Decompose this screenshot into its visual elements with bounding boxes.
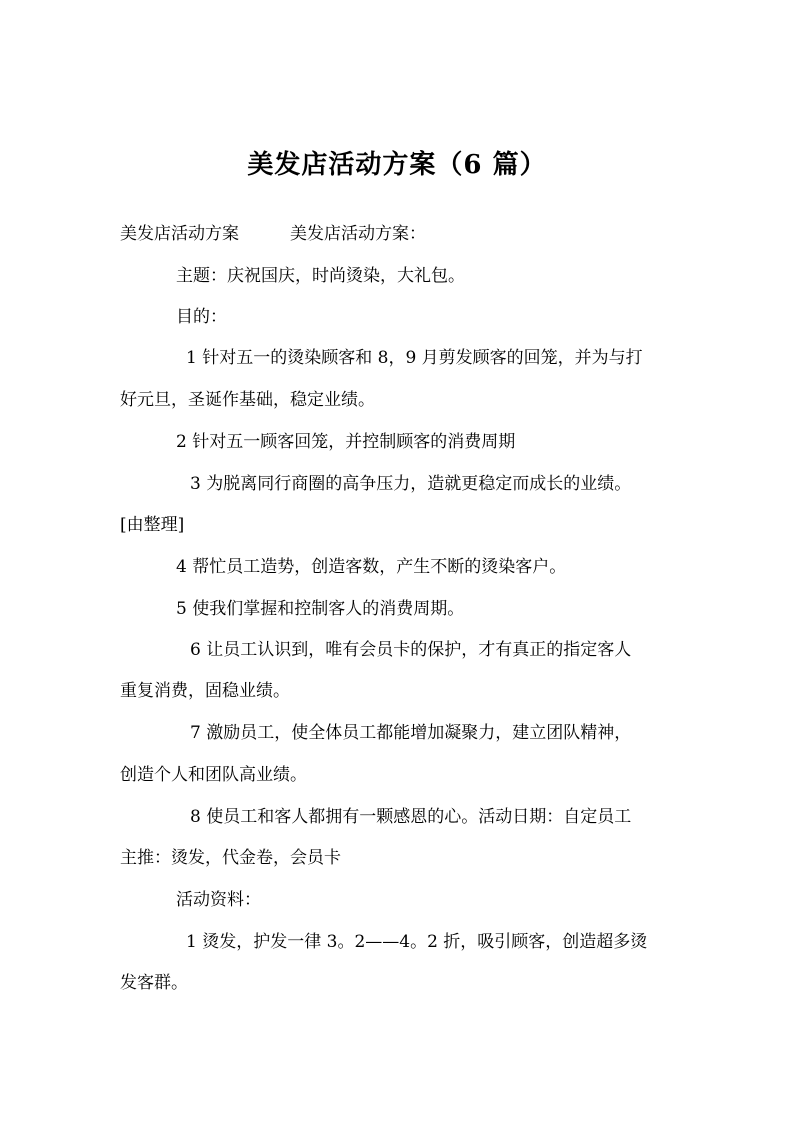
paragraph-line: 目的： [176,307,227,327]
paragraph-line: 5 使我们掌握和控制客人的消费周期。 [176,599,465,619]
paragraph-line: 发客群。 [120,973,188,993]
paragraph-line: 1 烫发，护发一律 3。2——4。2 折，吸引顾客，创造超多烫 [186,932,648,952]
paragraph-line: 7 激励员工，使全体员工都能增加凝聚力，建立团队精神， [190,723,632,743]
header-right: 美发店活动方案： [290,224,426,244]
paragraph-line: 好元旦，圣诞作基础，稳定业绩。 [120,390,375,410]
paragraph-line: 4 帮忙员工造势，创造客数，产生不断的烫染客户。 [176,557,567,577]
paragraph-line: 主推：烫发，代金卷，会员卡 [120,848,341,868]
paragraph-line: 创造个人和团队高业绩。 [120,765,307,785]
paragraph-line: 2 针对五一顾客回笼，并控制顾客的消费周期 [176,432,516,452]
paragraph-line: [由整理] [120,515,185,535]
paragraph-line: 主题：庆祝国庆，时尚烫染，大礼包。 [176,266,465,286]
paragraph-line: 1 针对五一的烫染顾客和 8，9 月剪发顾客的回笼，并为与打 [186,348,643,368]
document-title: 美发店活动方案（6 篇） [247,150,547,180]
paragraph-line: 3 为脱离同行商圈的高争压力，造就更稳定而成长的业绩。 [190,474,632,494]
paragraph-line: 6 让员工认识到，唯有会员卡的保护，才有真正的指定客人 [190,640,632,660]
paragraph-line: 重复消费，固稳业绩。 [120,681,290,701]
paragraph-line: 活动资料： [176,890,261,910]
header-left: 美发店活动方案 [120,224,239,244]
paragraph-line: 8 使员工和客人都拥有一颗感恩的心。活动日期：自定员工 [190,807,632,827]
